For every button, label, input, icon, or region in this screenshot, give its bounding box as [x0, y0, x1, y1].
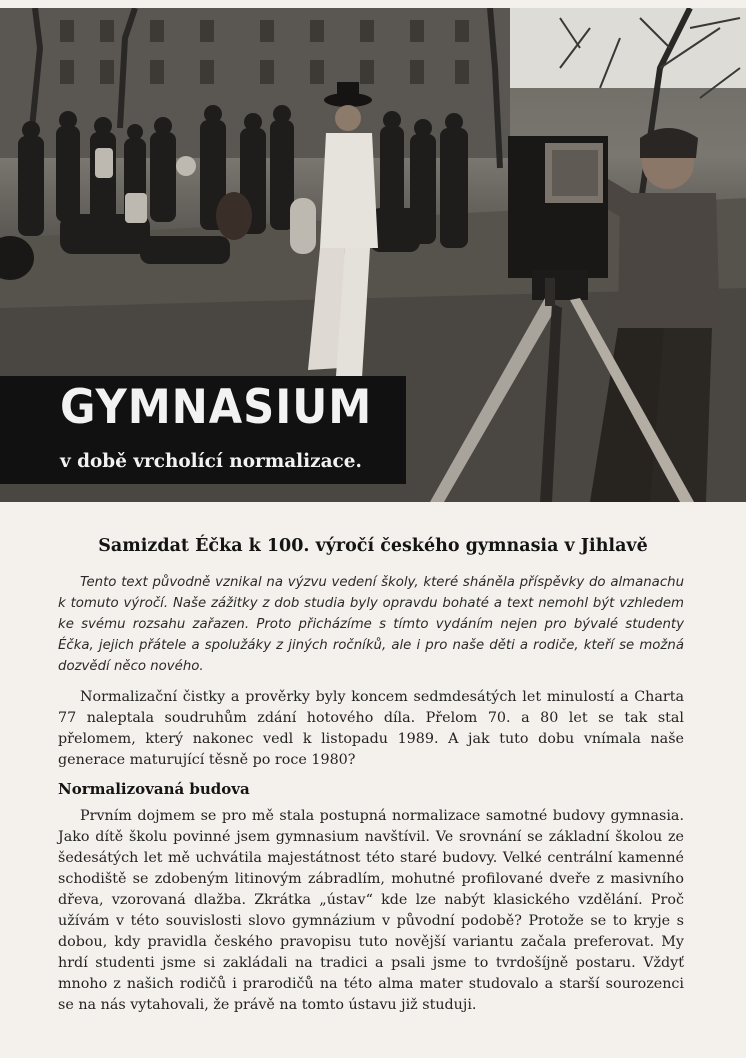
paragraph-1: Normalizační čistky a prověrky byly koncem sedmdesátých let minulostí a Charta 77 naleptala soudruhům zdání hotového díla. Přelom 70. a 80 let se tak stal přelomem, který nakonec vedl k listopadu 1989. A jak tuto dobu vnímala naše generace maturující těsně po roce 1980?	[58, 689, 684, 768]
article-heading: Samizdat Éčka k 100. výročí českého gymnasia v Jihlavě	[98, 536, 648, 556]
paragraph-2: Prvním dojmem se pro mě stala postupná normalizace samotné budovy gymnasia. Jako dítě školu povinné jsem gymnasium navštívil. Ve srovnání se základní školou ze šedesátých let mě uchvátila majestátnost této staré budovy. Velké centrální kamenné schodiště se zdobeným litinovým zábradlím, mohutné profilované dveře z masivního dřeva, vzorovaná dlažba. Zkrátka „ústav“ kde lze nabýt klasického vzdělání. Proč užívám v této souvislosti slovo gymnázium v původní podobě? Protože se to kryje s dobou, kdy pravidla českého pravopisu tuto novější variantu začala preferovat. My hrdí studenti jsme si zakládali na tradici a psali jsme to tvrdošíjně postaru. Vždyť mnoho z našich rodičů i prarodičů na této alma mater studovalo a starší sourozenci se na nás vytahovali, že právě na tomto ústavu již studuji.	[58, 808, 684, 1013]
cover-subtitle: v době vrcholící normalizace.	[60, 450, 362, 472]
intro-paragraph: Tento text původně vznikal na výzvu vedení školy, které sháněla příspěvky do almanachu k tomuto výročí. Naše zážitky z dob studia byly opravdu bohaté a text nemohl být vzhledem ke svému rozsahu zařazen. Proto přicházíme s tímto vydáním nejen pro bývalé studenty Éčka, jejich přátele a spolužáky z jiných ročníků, ale i pro naše děti a rodiče, kteří se možná dozvědí něco nového.	[58, 575, 684, 674]
cover-title: GYMNASIUM	[60, 380, 373, 435]
section-title: Normalizovaná budova	[58, 780, 250, 798]
